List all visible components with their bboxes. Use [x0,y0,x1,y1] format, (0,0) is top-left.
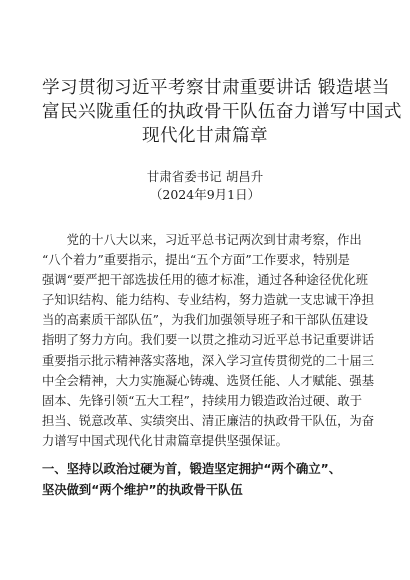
byline [42,168,368,204]
date: （2024年9月1日） [149,187,261,202]
paragraph-line: 强调“要严把干部选拔任用的德才标准，通过各种途径优化班 [42,273,369,288]
paragraph-line: 担当、锐意改革、实绩突出、清正廉洁的执政骨干队伍，为奋 [42,413,375,428]
paragraph-line: 中全会精神，大力实施凝心铸魂、选贤任能、人才赋能、强基 [42,373,375,388]
paragraph-line: 固本、先锋引领“五大工程”，持续用力锻造政治过硬、敢于 [42,393,362,408]
heading-line: 一、坚持以政治过硬为首，锻造坚定拥护“两个确立”、 [42,462,341,477]
section-heading [42,459,368,501]
body-paragraph [42,230,375,451]
paragraph-line: 力谱写中国式现代化甘肃篇章提供坚强保证。 [42,433,288,448]
paragraph-line: 子知识结构、能力结构、专业结构，努力造就一支忠诚干净担 [42,293,375,308]
title-line: 富民兴陇重任的执政骨干队伍奋力谱写中国式 [42,102,402,122]
paragraph-line: 当的高素质干部队伍”，为我们加强领导班子和干部队伍建设 [42,313,369,328]
paragraph-line: 重要指示批示精神落实落地，深入学习宣传贯彻党的二十届三 [42,353,375,368]
heading-line: 坚决做到“两个维护”的执政骨干队伍 [42,483,243,498]
title-line: 学习贯彻习近平考察甘肃重要讲话 锻造堪当 [42,78,390,98]
document-title [42,76,402,148]
paragraph-line: “八个着力”重要指示，提出“五个方面”工作要求，特别是 [42,253,350,268]
paragraph-line: 指明了努力方向。我们要一以贯之推动习近平总书记重要讲话 [42,333,375,348]
title-line: 现代化甘肃篇章 [142,126,268,146]
author: 甘肃省委书记 胡昌升 [146,169,264,184]
paragraph-line: 党的十八大以来，习近平总书记两次到甘肃考察，作出 [42,233,362,247]
